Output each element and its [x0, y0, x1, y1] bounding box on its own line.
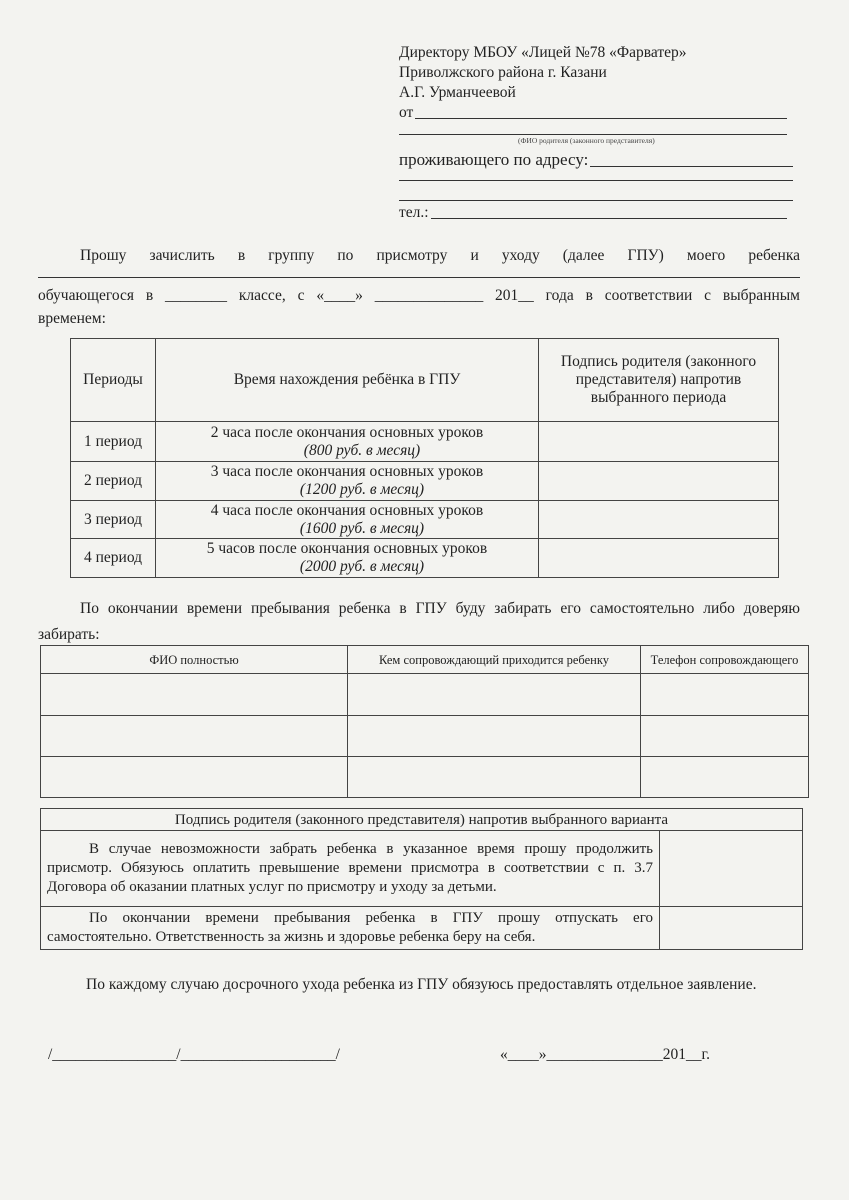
fio-line[interactable]	[399, 134, 787, 135]
col-header-time: Время нахождения ребёнка в ГПУ	[156, 339, 539, 422]
option-text: По окончании времени пребывания ребенка в ГПУ прошу отпускать его самостоятельно. Ответственность за жизнь и здоровье ребенка беру на себя.	[41, 907, 660, 950]
from-label: от	[399, 104, 414, 121]
time-text: 3 часа после окончания основных уроков	[210, 463, 484, 480]
options-table	[40, 808, 803, 950]
table-row	[41, 831, 803, 907]
addressee-line-1: Директору МБОУ «Лицей №78 «Фарватер»	[399, 44, 687, 61]
closing-text: По каждому случаю досрочного ухода ребенка из ГПУ обязуюсь предоставлять отдельное заявление.	[86, 976, 757, 993]
table-row	[71, 539, 779, 578]
fio-cell[interactable]	[41, 674, 348, 716]
addressee-line-3: А.Г. Урманчеевой	[399, 84, 516, 101]
phone-cell[interactable]	[641, 757, 809, 798]
pickup-table	[40, 645, 809, 798]
period-cell: 2 период	[71, 462, 156, 501]
time-cell	[156, 422, 539, 462]
fio-caption: (ФИО родителя (законного представителя)	[518, 136, 655, 145]
time-cell	[156, 501, 539, 539]
options-header: Подпись родителя (законного представителя) напротив выбранного варианта	[41, 809, 803, 831]
request-line-2: обучающегося в ________ классе, с «____» ______________ 201__ года в соответствии с выбранным	[38, 287, 800, 304]
from-field[interactable]	[399, 104, 787, 122]
time-text: 5 часов после окончания основных уроков	[206, 540, 488, 557]
price-text: (1200 руб. в месяц)	[299, 481, 425, 498]
relation-cell[interactable]	[348, 757, 641, 798]
signature-line[interactable]: /________________/____________________/	[48, 1046, 340, 1063]
price-text: (2000 руб. в месяц)	[299, 558, 425, 575]
time-cell	[156, 462, 539, 501]
col-header-period: Периоды	[71, 339, 156, 422]
table-row	[71, 422, 779, 462]
col-header-signature: Подпись родителя (законного представителя) напротив выбранного периода	[539, 339, 779, 422]
signature-cell[interactable]	[539, 462, 779, 501]
request-line-1: Прошу зачислить в группу по присмотру и уходу (далее ГПУ) моего ребенка	[80, 247, 800, 264]
address-line-3[interactable]	[399, 200, 793, 201]
period-cell: 1 период	[71, 422, 156, 462]
request-line-3: временем:	[38, 310, 106, 327]
fio-cell[interactable]	[41, 757, 348, 798]
signature-cell[interactable]	[539, 422, 779, 462]
date-line[interactable]: «____»_______________201__г.	[500, 1046, 710, 1063]
time-text: 4 часа после окончания основных уроков	[210, 501, 484, 519]
table-row	[41, 674, 809, 716]
signature-cell[interactable]	[660, 907, 803, 950]
col-header-phone: Телефон сопровождающего	[641, 646, 809, 674]
child-name-line[interactable]	[38, 277, 800, 278]
phone-field[interactable]	[399, 204, 787, 222]
phone-cell[interactable]	[641, 716, 809, 757]
time-cell	[156, 539, 539, 578]
signature-cell[interactable]	[660, 831, 803, 907]
time-text: 2 часа после окончания основных уроков	[210, 423, 484, 441]
col-header-relation: Кем сопровождающий приходится ребенку	[348, 646, 641, 674]
relation-cell[interactable]	[348, 716, 641, 757]
periods-table	[70, 338, 779, 578]
period-cell: 3 период	[71, 501, 156, 539]
table-row	[71, 462, 779, 501]
price-text: (1600 руб. в месяц)	[299, 519, 425, 537]
table-row	[41, 757, 809, 798]
addressee-line-2: Приволжского района г. Казани	[399, 64, 607, 81]
table-row	[41, 907, 803, 950]
signature-cell[interactable]	[539, 501, 779, 539]
price-text: (800 руб. в месяц)	[303, 441, 421, 459]
col-header-fio: ФИО полностью	[41, 646, 348, 674]
fio-cell[interactable]	[41, 716, 348, 757]
option-text: В случае невозможности забрать ребенка в указанное время прошу продолжить присмотр. Обязуюсь оплатить превышение времени присмотра в соответствии с п. 3.7 Договора об оказании платных услуг по присмотру и уходу за детьми.	[41, 831, 660, 907]
relation-cell[interactable]	[348, 674, 641, 716]
phone-label: тел.:	[399, 204, 429, 221]
pickup-text: По окончании времени пребывания ребенка в ГПУ буду забирать его самостоятельно либо доверяю забирать:	[38, 600, 800, 643]
address-label: проживающего по адресу:	[399, 150, 589, 169]
address-line-2[interactable]	[399, 180, 793, 181]
table-row	[71, 501, 779, 539]
table-row	[41, 716, 809, 757]
period-cell: 4 период	[71, 539, 156, 578]
phone-cell[interactable]	[641, 674, 809, 716]
address-field[interactable]	[399, 150, 793, 170]
signature-cell[interactable]	[539, 539, 779, 578]
